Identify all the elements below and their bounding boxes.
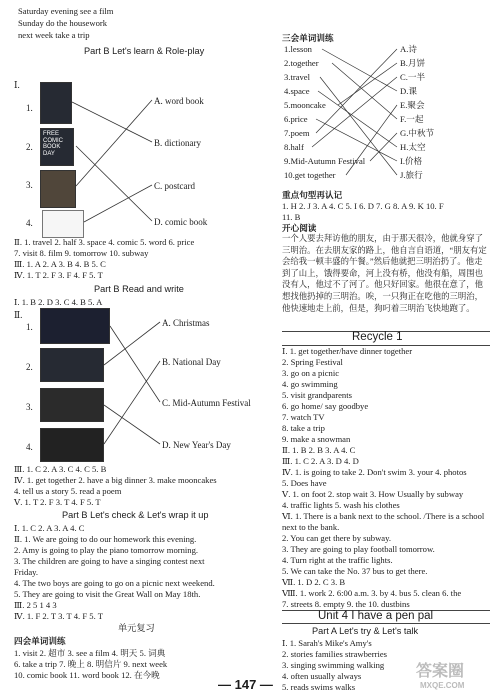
match-left-9: 9.Mid-Autumn Festival (284, 156, 366, 166)
part-b-check-line-9: Ⅳ. 1. F 2. T 3. T 4. F 5. T (14, 611, 103, 621)
match-right-e: E.聚会 (400, 100, 425, 110)
option-b-national-day: B. National Day (162, 357, 221, 367)
part-b-learn-answer-4: Ⅳ. 1. T 2. F 3. F 4. F 5. T (14, 270, 103, 280)
match-left-6: 6.price (284, 114, 308, 124)
recycle-line-17: next to the bank. (282, 522, 340, 532)
match-left-1: 1.lesson (284, 44, 312, 54)
recycle-line-15: 4. traffic lights 5. wash his clothes (282, 500, 400, 510)
part-b-learn-answer-3: Ⅲ. 1. A 2. A 3. B 4. B 5. C (14, 259, 106, 269)
recycle-line-16: Ⅵ. 1. There is a bank next to the school. /There is a school (282, 511, 485, 521)
unit4-line-4: 4. often usually always (282, 671, 362, 681)
matching-heading: 三会单词训练 (282, 33, 334, 43)
option-d-new-years-day: D. New Year's Day (162, 440, 231, 450)
page-number: — 147 — (218, 677, 273, 692)
match-right-g: G.中秋节 (400, 128, 435, 138)
option-c-postcard: C. postcard (154, 181, 195, 191)
part-b-read-answer-3: 4. tell us a story 5. read a poem (14, 486, 122, 496)
part-b-check-line-1: Ⅰ. 1. C 2. A 3. A 4. C (14, 523, 85, 533)
sentences-line-2: 11. B (282, 212, 301, 222)
festival-number-1: 1. (26, 322, 33, 332)
match-right-b: B.月饼 (400, 58, 426, 68)
recycle-line-9: 9. make a snowman (282, 434, 351, 444)
option-a-christmas: A. Christmas (162, 318, 210, 328)
recycle-line-3: 3. go on a picnic (282, 368, 340, 378)
part-b-read-section-1: Ⅰ. 1. B 2. D 3. C 4. B 5. A (14, 297, 103, 307)
unit4-subheading: Part A Let's try & Let's talk (312, 626, 419, 636)
recycle-line-6: 6. go home/ say goodbye (282, 401, 369, 411)
review-line-1: 1. visit 2. 超市 3. see a film 4. 明天 5. 词典 (14, 648, 166, 658)
match-right-j: J.旅行 (400, 170, 423, 180)
part-b-read-answer-2: Ⅳ. 1. get together 2. have a big dinner 3. make mooncakes (14, 475, 217, 485)
item-number-4: 4. (26, 218, 33, 228)
recycle-line-12: Ⅳ. 1. is going to take 2. Don't swim 3. your 4. photos (282, 467, 467, 477)
match-left-5: 5.mooncake (284, 100, 326, 110)
review-line-3: 10. comic book 11. word book 12. 在今晚 (14, 670, 160, 680)
match-right-h: H.太空 (400, 142, 426, 152)
festival-number-4: 4. (26, 442, 33, 452)
item-number-3: 3. (26, 180, 33, 190)
unit4-line-2: 2. stories families strawberries (282, 649, 388, 659)
recycle-line-22: Ⅶ. 1. D 2. C 3. B (282, 577, 346, 587)
match-left-7: 7.poem (284, 128, 310, 138)
part-b-read-write-heading: Part B Read and write (94, 284, 184, 294)
part-b-check-line-4: 3. The children are going to have a singing contest next (14, 556, 205, 566)
recycle-line-20: 4. Turn right at the traffic lights. (282, 555, 393, 565)
recycle-line-4: 4. go swimming (282, 379, 338, 389)
festival-number-2: 2. (26, 362, 33, 372)
recycle-line-18: 2. You can get there by subway. (282, 533, 391, 543)
match-left-3: 3.travel (284, 72, 311, 82)
option-a-word-book: A. word book (154, 96, 204, 106)
part-b-check-line-6: 4. The two boys are going to go on a picnic next weekend. (14, 578, 215, 588)
match-right-c: C.一半 (400, 72, 426, 82)
option-d-comic-book: D. comic book (154, 217, 208, 227)
review-line-2: 6. take a trip 7. 晚上 8. 明信片 9. next week (14, 659, 168, 669)
review-heading: 单元复习 (118, 623, 155, 633)
review-subheading: 四会单词训练 (14, 636, 66, 646)
recycle-line-11: Ⅲ. 1. C 2. A 3. D 4. D (282, 456, 359, 466)
recycle-line-5: 5. visit grandparents (282, 390, 352, 400)
option-c-mid-autumn: C. Mid-Autumn Festival (162, 398, 251, 408)
part-b-learn-answer-2: 7. visit 8. film 9. tomorrow 10. subway (14, 248, 149, 258)
top-line-1: Saturday evening see a film (18, 6, 114, 16)
part-b-check-line-8: Ⅲ. 2 5 1 4 3 (14, 600, 57, 610)
recycle-line-7: 7. watch TV (282, 412, 325, 422)
match-right-a: A.诗 (400, 44, 417, 54)
unit4-rule-bottom (282, 623, 490, 624)
sentences-line-1: 1. H 2. J 3. A 4. C 5. I 6. D 7. G 8. A 9. K 10. F (282, 201, 444, 211)
section-1-number: Ⅰ. (14, 80, 20, 90)
recycle-line-2: 2. Spring Festival (282, 357, 343, 367)
part-b-read-answer-4: Ⅴ. 1. T 2. F 3. T 4. F 5. T (14, 497, 101, 507)
match-right-d: D.课 (400, 86, 417, 96)
item-number-2: 2. (26, 142, 33, 152)
part-b-read-answer-1: Ⅲ. 1. C 2. A 3. C 4. C 5. B (14, 464, 107, 474)
match-left-4: 4.space (284, 86, 310, 96)
part-b-read-section-2: Ⅱ. (14, 310, 23, 320)
comic-book-image: FREE COMIC BOOK DAY (40, 128, 74, 166)
recycle-line-24: 7. streets 8. empty 9. the 10. dustbins (282, 599, 410, 609)
recycle-line-8: 8. take a trip (282, 423, 325, 433)
unit4-line-3: 3. singing swimming walking (282, 660, 385, 670)
festival-number-3: 3. (26, 402, 33, 412)
reading-paragraph: 一个人要去拜访他的朋友，由于那天很冷，他就身穿了三明治。在去朋友家的路上，他自言自语道，“朋友有定会给我一顿丰盛的午餐。”然后他就把三明治扔了。他走到了山上，饿得要命，河上没有桥，他没有船，周围也没有人，他过不了河了。他只好回家。他很在意了，他想找他扔掉的三明治。唉，一只狗正在吃他的三明治，他快速地走上前，但是，狗叼着三明治飞快地跑了。 (282, 234, 487, 313)
reading-heading: 开心阅读 (282, 223, 317, 233)
part-b-check-heading: Part B Let's check & Let's wrap it up (62, 510, 209, 520)
item-number-1: 1. (26, 103, 33, 113)
part-b-check-line-3: 2. Amy is going to play the piano tomorrow morning. (14, 545, 199, 555)
watermark-url: MXQE.COM (420, 681, 465, 690)
part-b-learn-answer-1: Ⅱ. 1. travel 2. half 3. space 4. comic 5. word 6. price (14, 237, 195, 247)
match-right-f: F.一起 (400, 114, 424, 124)
part-b-check-line-5: Friday. (14, 567, 39, 577)
recycle-line-13: 5. Does have (282, 478, 327, 488)
option-b-dictionary: B. dictionary (154, 138, 201, 148)
top-line-2: Sunday do the housework (18, 18, 108, 28)
recycle-line-23: Ⅷ. 1. work 2. 6:00 a.m. 3. by 4. bus 5. clean 6. the (282, 588, 462, 598)
unit4-line-5: 5. reads swims walks (282, 682, 356, 692)
match-left-2: 2.together (284, 58, 319, 68)
watermark-logo: 答案圈 (416, 663, 465, 680)
recycle-line-1: Ⅰ. 1. get together/have dinner together (282, 346, 413, 356)
unit4-line-1: Ⅰ. 1. Sarah's Mike's Amy's (282, 638, 372, 648)
sentences-heading: 重点句型再认记 (282, 190, 343, 200)
part-b-check-line-7: 5. They are going to visit the Great Wall on May 18th. (14, 589, 201, 599)
recycle-line-14: Ⅴ. 1. on foot 2. stop wait 3. How Usually by subway (282, 489, 464, 499)
recycle-line-21: 5. We can take the No. 37 bus to get there. (282, 566, 428, 576)
match-left-10: 10.get together (284, 170, 336, 180)
top-line-3: next week take a trip (18, 30, 90, 40)
recycle-line-10: Ⅱ. 1. B 2. B 3. A 4. C (282, 445, 356, 455)
recycle-line-19: 3. They are going to play football tomorrow. (282, 544, 435, 554)
part-b-learn-heading: Part B Let's learn & Role-play (84, 46, 205, 56)
part-b-check-line-2: Ⅱ. 1. We are going to do our homework this evening. (14, 534, 197, 544)
unit4-heading: Unit 4 I have a pen pal (318, 610, 434, 622)
recycle-heading: Recycle 1 (352, 331, 403, 343)
match-left-8: 8.half (284, 142, 304, 152)
match-right-i: I.价格 (400, 156, 423, 166)
